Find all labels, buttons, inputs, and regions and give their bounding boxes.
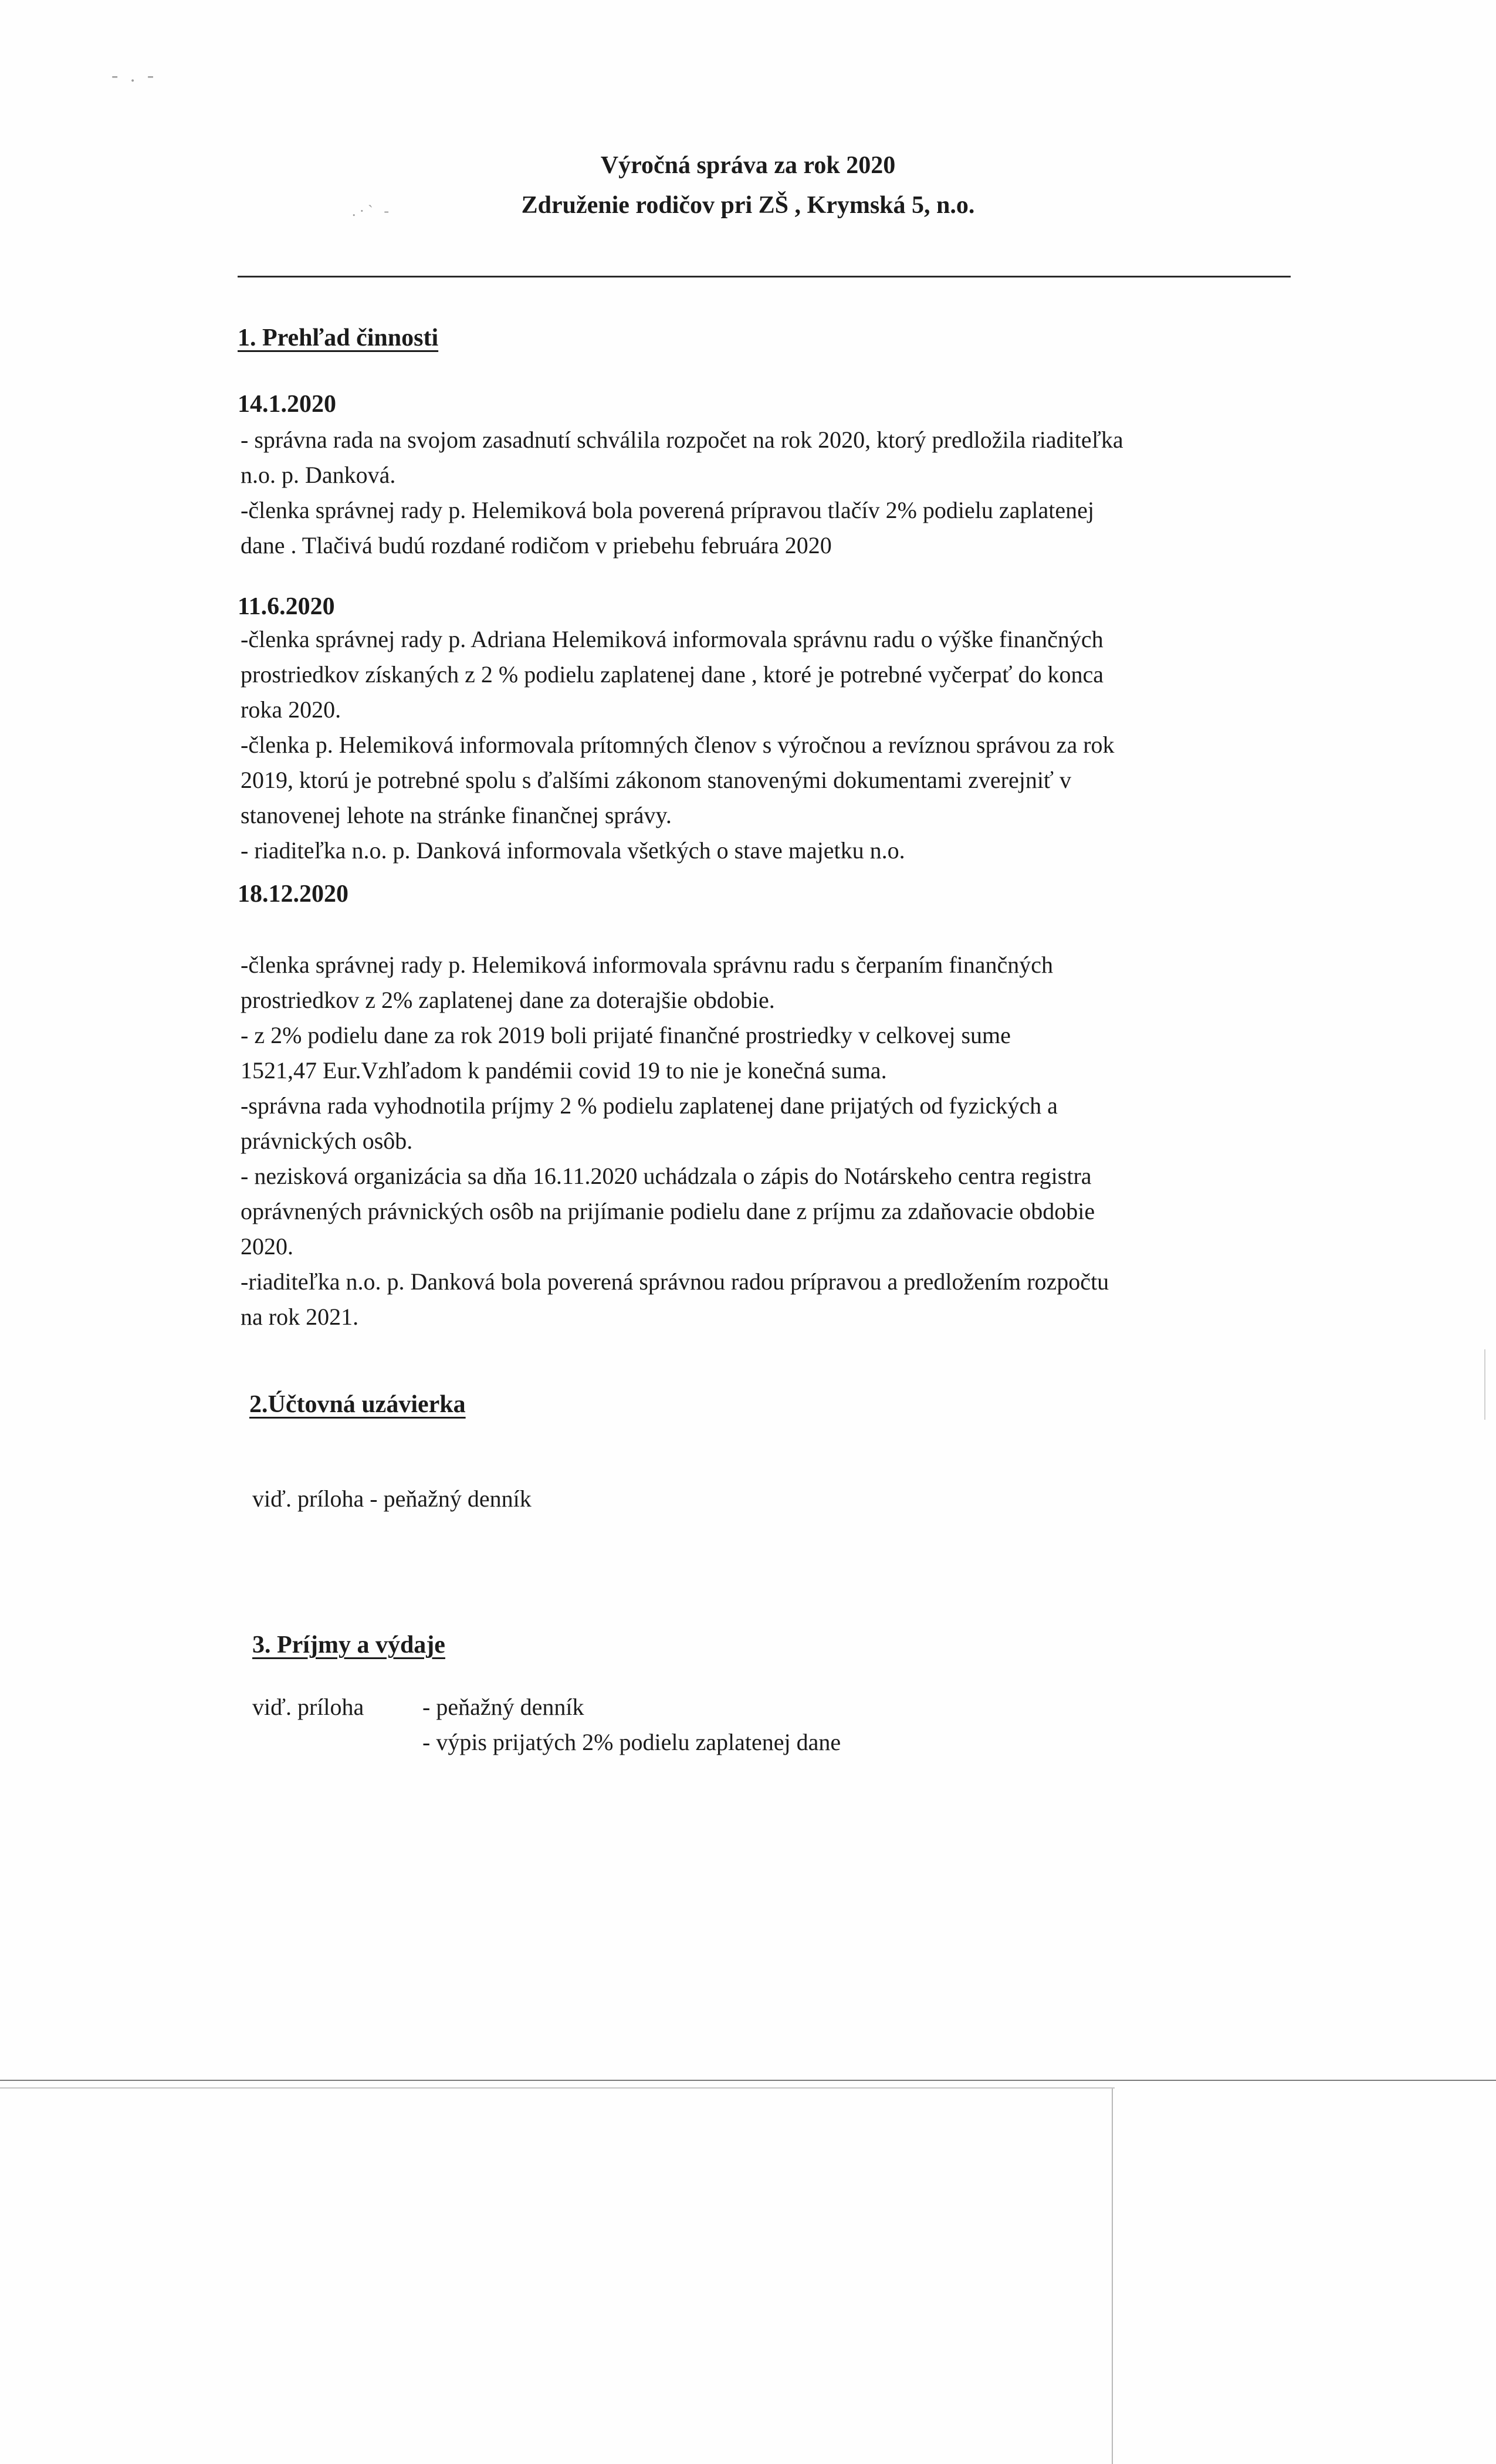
document-title: Výročná správa za rok 2020 [600, 152, 896, 179]
entry-line: 1521,47 Eur.Vzhľadom k pandémii covid 19 to nie je konečná suma. [241, 1057, 887, 1084]
section-heading-income: 3. Príjmy a výdaje [252, 1632, 445, 1659]
entry-line: -členka správnej rady p. Helemiková bola poverená prípravou tlačív 2% podielu zaplatenej [241, 497, 1094, 523]
scan-artifact: .·` - [352, 202, 392, 219]
entry-line: - nezisková organizácia sa dňa 16.11.2020 uchádzala o zápis do Notárskeho centra registra [241, 1163, 1092, 1189]
entry-line: roka 2020. [241, 696, 341, 723]
entry-line: 2019, ktorú je potrebné spolu s ďalšími zákonom stanovenými dokumentami zverejniť v [241, 767, 1072, 793]
entry-text [241, 947, 1314, 1335]
entry-line: - správna rada na svojom zasadnutí schválila rozpočet na rok 2020, ktorý predložila riaditeľka [241, 427, 1123, 453]
entry-line: prostriedkov z 2% zaplatenej dane za doterajšie obdobie. [241, 987, 775, 1013]
entry-date: 11.6.2020 [238, 593, 335, 620]
entry-line: n.o. p. Danková. [241, 462, 396, 488]
entry-text [241, 422, 1314, 563]
entry-line: -členka správnej rady p. Helemiková informovala správnu radu s čerpaním finančných [241, 952, 1054, 978]
entry-text [241, 622, 1314, 868]
scan-artifact: - . - [111, 65, 158, 86]
entry-line: -správna rada vyhodnotila príjmy 2 % podielu zaplatenej dane prijatých od fyzických a [241, 1092, 1058, 1119]
income-attachment-item: - peňažný denník [422, 1694, 584, 1720]
entry-line: stanovenej lehote na stránke finančnej správy. [241, 802, 672, 828]
income-attachments [252, 1690, 841, 1760]
entry-date: 14.1.2020 [238, 391, 336, 418]
entry-line: -riaditeľka n.o. p. Danková bola poverená správnou radou prípravou a predložením rozpočtu [241, 1268, 1109, 1295]
entry-line: dane . Tlačivá budú rozdané rodičom v priebehu februára 2020 [241, 532, 832, 559]
entry-line: na rok 2021. [241, 1304, 359, 1330]
entry-line: -členka správnej rady p. Adriana Helemiková informovala správnu radu o výške finančných [241, 626, 1104, 652]
scan-edge-line [0, 2087, 1115, 2089]
income-attachment-item: - výpis prijatých 2% podielu zaplatenej dane [422, 1729, 841, 1755]
income-attachment-label: viď. príloha [252, 1694, 364, 1720]
section-heading-closing: 2.Účtovná uzávierka [249, 1391, 466, 1418]
scan-edge-line [1112, 2089, 1113, 2464]
header-divider [238, 276, 1291, 277]
entry-line: právnických osôb. [241, 1128, 413, 1154]
entry-line: - z 2% podielu dane za rok 2019 boli prijaté finančné prostriedky v celkovej sume [241, 1022, 1011, 1048]
document-subtitle: Združenie rodičov pri ZŠ , Krymská 5, n.o. [521, 192, 975, 219]
closing-attachment-note: viď. príloha - peňažný denník [252, 1485, 532, 1512]
scan-edge-line [0, 2080, 1496, 2081]
entry-date: 18.12.2020 [238, 881, 348, 908]
entry-line: prostriedkov získaných z 2 % podielu zaplatenej dane , ktoré je potrebné vyčerpať do konca [241, 661, 1104, 688]
entry-line: oprávnených právnických osôb na prijímanie podielu dane z príjmu za zdaňovacie obdobie [241, 1198, 1095, 1224]
entry-line: 2020. [241, 1233, 293, 1260]
section-heading-activity: 1. Prehľad činnosti [238, 324, 439, 351]
entry-line: -členka p. Helemiková informovala prítomných členov s výročnou a revíznou správou za rok [241, 732, 1115, 758]
entry-line: - riaditeľka n.o. p. Danková informovala všetkých o stave majetku n.o. [241, 837, 905, 864]
scan-edge-mark [1484, 1349, 1485, 1420]
document-title-block [0, 145, 1496, 225]
